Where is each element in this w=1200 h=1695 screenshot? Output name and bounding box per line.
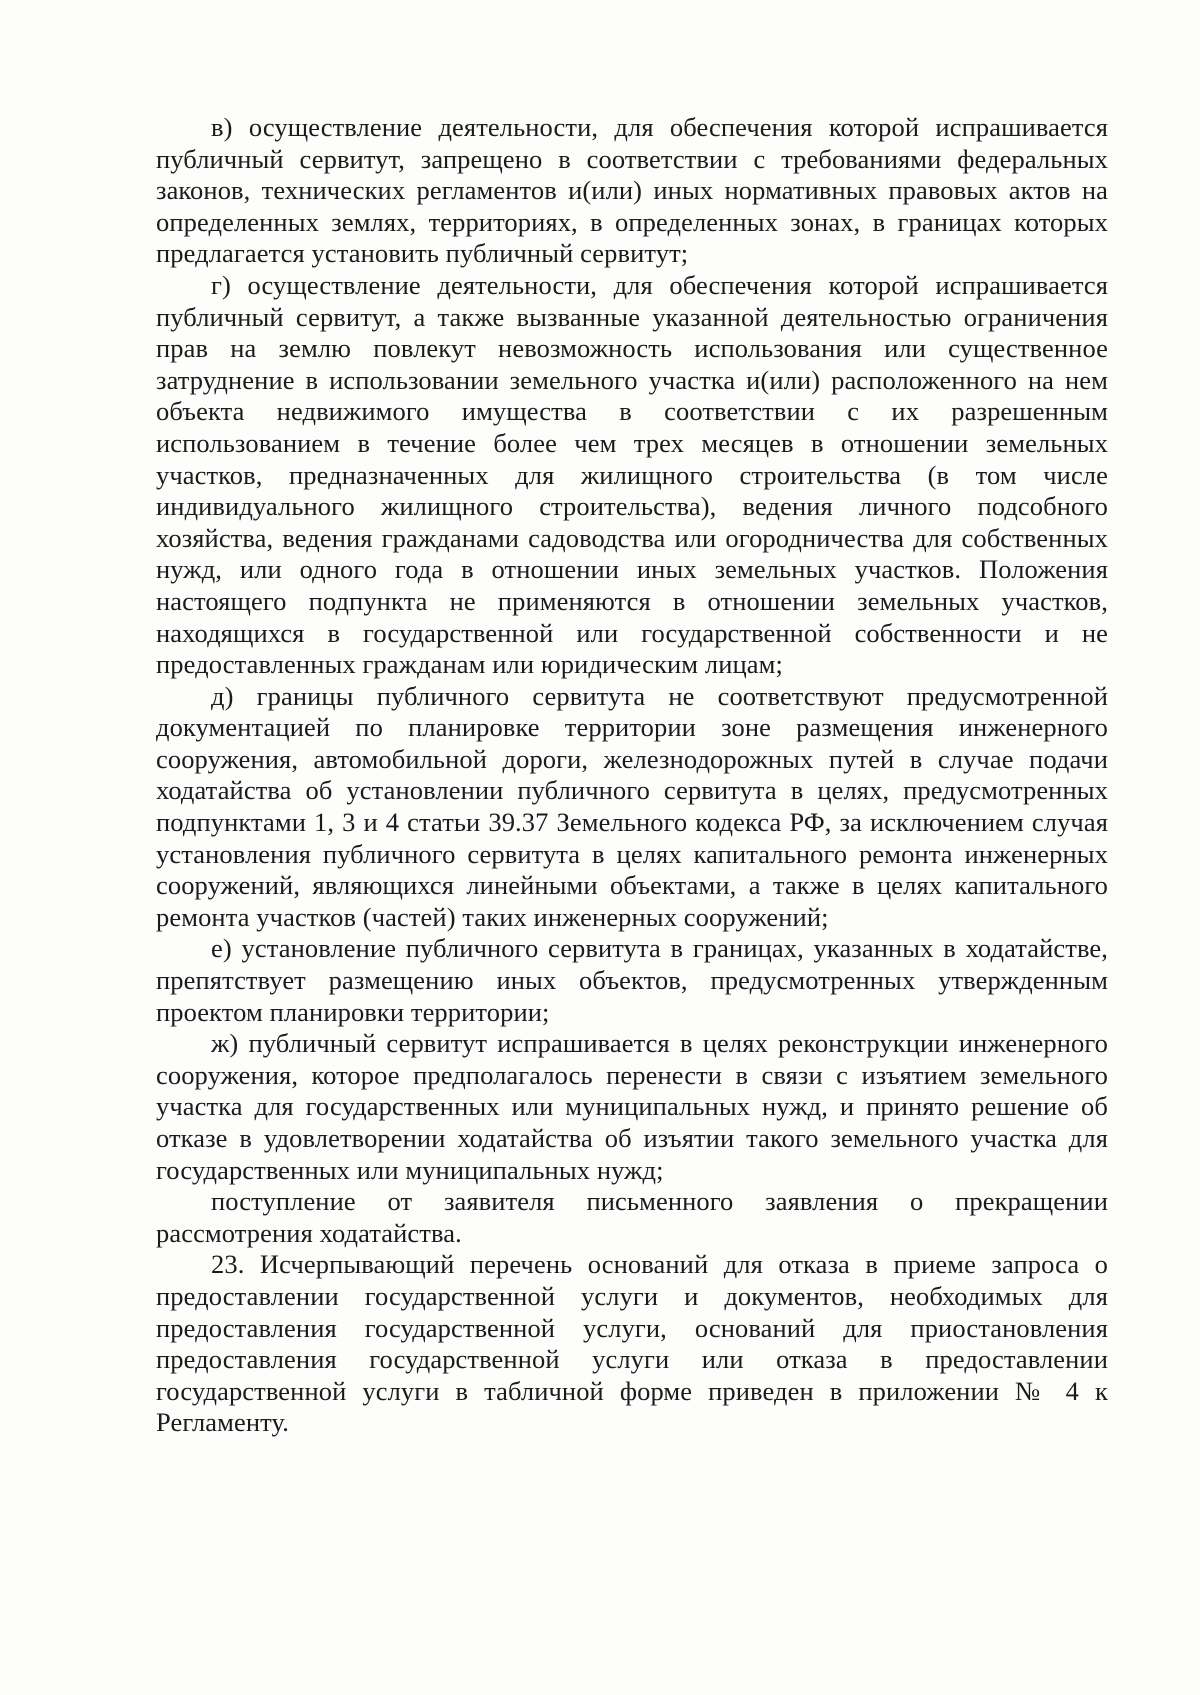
document-body — [156, 112, 1108, 1439]
paragraph-item-g: г) осуществление деятельности, для обеспечения которой испрашивается публичный сервитут, а также вызванные указанной деятельностью ограничения прав на землю повлекут невозможность использования или существенное затруднение в использовании земельного участка и(или) расположенного на нем объекта недвижимого имущества в соответствии с их разрешенным использованием в течение более чем трех месяцев в отношении земельных участков, предназначенных для жилищного строительства (в том числе индивидуального жилищного строительства), ведения личного подсобного хозяйства, ведения гражданами садоводства или огородничества для собственных нужд, или одного года в отношении иных земельных участков. Положения настоящего подпункта не применяются в отношении земельных участков, находящихся в государственной или государственной собственности и не предоставленных гражданам или юридическим лицам; — [156, 269, 1108, 680]
paragraph-item-d: д) границы публичного сервитута не соответствуют предусмотренной документацией по планировке территории зоне размещения инженерного сооружения, автомобильной дороги, железнодорожных путей в случае подачи ходатайства об установлении публичного сервитута в целях, предусмотренных подпунктами 1, 3 и 4 статьи 39.37 Земельного кодекса РФ, за исключением случая установления публичного сервитута в целях капитального ремонта инженерных сооружений, являющихся линейными объектами, а также в целях капитального ремонта участков (частей) таких инженерных сооружений; — [156, 680, 1108, 932]
paragraph-withdrawal: поступление от заявителя письменного заявления о прекращении рассмотрения ходатайства. — [156, 1186, 1108, 1248]
paragraph-item-e: е) установление публичного сервитута в границах, указанных в ходатайстве, препятствует размещению иных объектов, предусмотренных утвержденным проектом планировки территории; — [156, 933, 1108, 1027]
paragraph-section-23: 23. Исчерпывающий перечень оснований для отказа в приеме запроса о предоставлении государственной услуги и документов, необходимых для предоставления государственной услуги, оснований для приостановления предоставления государственной услуги или отказа в предоставлении государственной услуги в табличной форме приведен в приложении № 4 к Регламенту. — [156, 1249, 1108, 1438]
paragraph-item-zh: ж) публичный сервитут испрашивается в целях реконструкции инженерного сооружения, которое предполагалось перенести в связи с изъятием земельного участка для государственных или муниципальных нужд, и принято решение об отказе в удовлетворении ходатайства об изъятии такого земельного участка для государственных или муниципальных нужд; — [156, 1028, 1108, 1185]
paragraph-item-v: в) осуществление деятельности, для обеспечения которой испрашивается публичный сервитут, запрещено в соответствии с требованиями федеральных законов, технических регламентов и(или) иных нормативных правовых актов на определенных землях, территориях, в определенных зонах, в границах которых предлагается установить публичный сервитут; — [156, 112, 1108, 269]
